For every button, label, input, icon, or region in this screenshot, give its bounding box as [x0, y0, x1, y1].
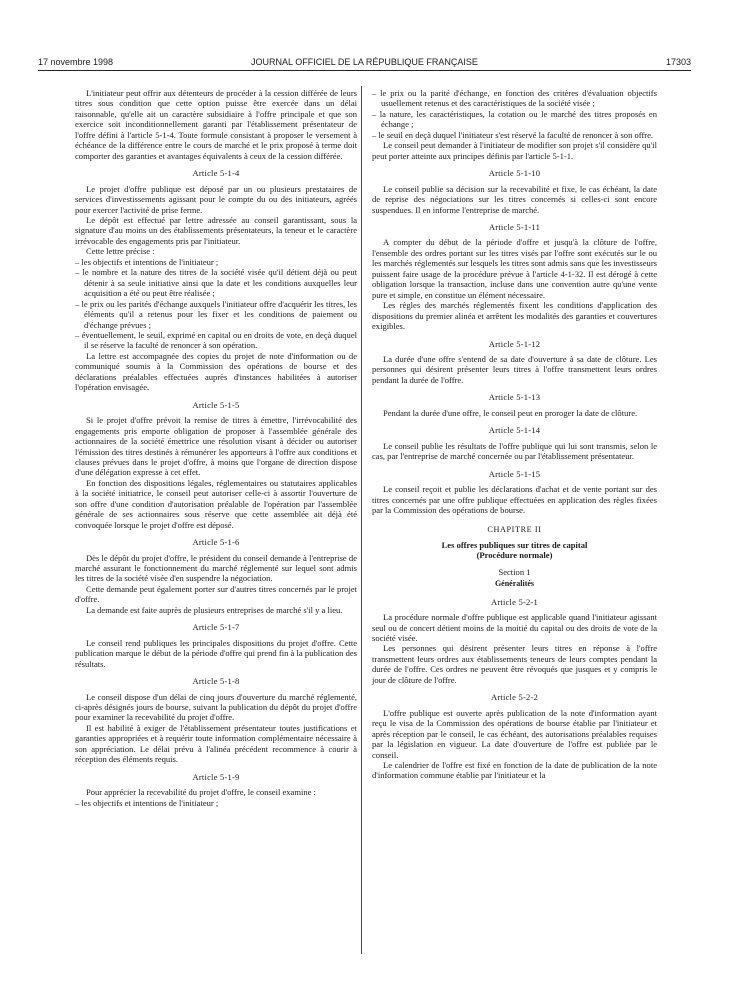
chapter-title-line: Les offres publiques sur titres de capital	[441, 539, 588, 550]
paragraph: Si le projet d'offre prévoit la remise de titres à émettre, l'irrévocabilité des engagements pris emporte obligation de proposer à l'assemblée générale des actionnaires de la société émettrice une résolution visant à décider ou autoriser l'émission des titres destinés à rémunérer les apporteurs à l'offre aux conditions et clauses prévues dans le projet d'offre, à moins que l'organe de direction dispose d'une délégation expresse à cet effet.	[75, 415, 357, 478]
paragraph: La demande est faite auprès de plusieurs entreprises de marché s'il y a lieu.	[86, 604, 343, 615]
paragraph: Le conseil publie les résultats de l'offre publique qui lui sont transmis, selon le cas, par l'entreprise de marché concernée ou par l'établissement présentateur.	[372, 440, 657, 462]
paragraph: Cette lettre précise :	[86, 246, 155, 257]
paragraph: Le conseil rend publiques les principales dispositions du projet d'offre. Cette publication marque le début de la période d'offre qui prend fin à la publication des résultats.	[75, 637, 357, 669]
paragraph: La lettre est accompagnée des copies du projet de note d'information ou de communiqué soumis à la Commission des opérations de bourse et des déclarations préalables effectuées auprès d'instances habilitées à autoriser l'opération envisagée.	[75, 350, 357, 393]
paragraph: Cette demande peut également porter sur d'autres titres concernés par le projet d'offre.	[75, 583, 357, 605]
chapter-title	[372, 540, 657, 561]
chapter-title-line: (Procédure normale)	[476, 550, 553, 561]
article-heading: Article 5-1-9	[192, 771, 240, 782]
article-heading: Article 5-2-2	[491, 692, 538, 703]
article-heading: Article 5-1-5	[192, 399, 240, 410]
paragraph: Dès le dépôt du projet d'offre, le président du conseil demande à l'entreprise de marché assurant le fonctionnement du marché réglementé sur lequel sont admis les titres de la société visée d'en suspendre la négociation.	[75, 552, 357, 584]
list-item: – le nombre et la nature des titres de la société visée qu'il détient déjà ou peut détenir à sa seule initiative ainsi que la date et les conditions auxquelles leur acquisition a été ou peut être réalisée ;	[75, 267, 357, 298]
paragraph: La procédure normale d'offre publique est applicable quand l'initiateur agissant seul ou de concert détient moins de la moitié du capital ou des droits de vote de la société visée.	[372, 612, 657, 644]
list-item: – le prix ou les parités d'échange auxquels l'initiateur offre d'acquérir les titres, les éléments qu'il a retenus pour les fixer et les conditions de paiement ou d'échange prévues ;	[75, 299, 357, 330]
paragraph: Le conseil publie sa décision sur la recevabilité et fixe, le cas échéant, la date de reprise des négociations sur les titres concernés si celles-ci sont encore suspendues. Il en informe l'entreprise de marché.	[372, 183, 657, 215]
paragraph: Les règles des marchés réglementés fixent les conditions d'application des dispositions du premier alinéa et arrêtent les modalités des garanties et couvertures exigibles.	[372, 300, 657, 332]
section-label: Section 1	[498, 566, 531, 577]
section-title: Généralités	[494, 579, 535, 589]
issue-date: 17 novembre 1998	[38, 57, 114, 67]
paragraph: L'initiateur peut offrir aux détenteurs de procéder à la cession différée de leurs titres sous condition que cette option puisse être exercée dans un délai raisonnable, qu'elle ait un caractère subsidiaire à l'offre principale et que son exercice soit inconditionnellement garanti par l'établissement présentateur de l'offre défini à l'article 5-1-4. Toute formule consistant à proposer le versement à échéance de la différence entre le cours de marché et le prix proposé à terme doit comporter des garanties et avantages équivalents à ceux de la cession différée.	[75, 88, 357, 161]
article-heading: Article 5-1-7	[192, 622, 240, 633]
article-heading: Article 5-1-10	[488, 168, 541, 179]
paragraph: Pendant la durée d'une offre, le conseil peut en proroger la date de clôture.	[383, 407, 638, 418]
left-column	[75, 88, 357, 808]
paragraph: Le conseil reçoit et publie les déclarations d'achat et de vente portant sur des titres concernés par une offre publique effectuées en application des règles fixées par la Commission des opérations de bourse.	[372, 484, 657, 515]
list-item: – la nature, les caractéristiques, la cotation ou le marché des titres proposés en échange ;	[372, 109, 657, 130]
chapter-label: CHAPITRE II	[487, 525, 542, 535]
paragraph: A compter du début de la période d'offre et jusqu'à la clôture de l'offre, l'ensemble des ordres portant sur les titres visés par l'offre sont exécutés sur le ou les marchés réglementés sur lesquels les titres sont admis sans que les investisseurs puissent faire usage de la procédure prévue à l'article 4-1-32. Il est dérogé à cette obligation lorsque la transaction, incluse dans une convention autre qu'une vente pure et simple, en constitue un élément nécessaire.	[372, 237, 657, 300]
article-heading: Article 5-1-11	[488, 221, 541, 232]
right-column	[372, 88, 657, 781]
page-header	[38, 56, 691, 71]
list-item: – les objectifs et intentions de l'initiateur ;	[75, 257, 357, 267]
paragraph: En fonction des dispositions légales, réglementaires ou statutaires applicables à la société initiatrice, le conseil peut autoriser celle-ci à assortir l'ouverture de son offre d'une condition d'autorisation préalable de l'opération par l'assemblée générale de ses actionnaires sous réserve que cette assemblée ait déjà été convoquée lorsque le projet d'offre est déposé.	[75, 477, 357, 530]
paragraph: Les personnes qui désirent présenter leurs titres en réponse à l'offre transmettent leurs ordres aux établissements teneurs de leurs comptes pendant la durée de l'offre. Ces ordres ne peuvent être révoqués que jusques et y compris le jour de clôture de l'offre.	[372, 643, 657, 685]
paragraph: Le conseil dispose d'un délai de cinq jours d'ouverture du marché réglementé, ci-après désignés jours de bourse, suivant la publication du dépôt du projet d'offre pour examiner la recevabilité du projet d'offre.	[75, 691, 357, 723]
list-item: – le seuil en deçà duquel l'initiateur s'est réservé la faculté de renoncer à son offre.	[372, 130, 657, 140]
list-item: – éventuellement, le seuil, exprimé en capital ou en droits de vote, en deçà duquel il se réserve la faculté de renoncer à son opération.	[75, 330, 357, 351]
paragraph: La durée d'une offre s'entend de sa date d'ouverture à sa date de clôture. Les personnes qui désirent présenter leurs titres à l'offre transmettent leurs ordres pendant la durée de l'offre.	[372, 353, 657, 385]
paragraph: L'offre publique est ouverte après publication de la note d'information ayant reçu le visa de la Commission des opérations de bourse établie par l'initiateur et après réception par le conseil, le cas échéant, des autorisations préalables requises par la législation en vigueur. La date d'ouverture de l'offre est publiée par le conseil.	[372, 707, 657, 760]
paragraph: Le dépôt est effectué par lettre adressée au conseil garantissant, sous la signature d'au moins un des établissements présentateurs, la teneur et le caractère irrévocable des engagements pris par l'initiateur.	[75, 214, 357, 246]
article-heading: Article 5-2-1	[491, 596, 538, 607]
list-item: – les objectifs et intentions de l'initiateur ;	[75, 798, 357, 808]
dash-list	[75, 798, 357, 808]
dash-list	[75, 257, 357, 351]
article-heading: Article 5-1-15	[488, 468, 541, 479]
article-heading: Article 5-1-6	[192, 537, 240, 548]
article-heading: Article 5-1-13	[488, 392, 541, 403]
paragraph: Pour apprécier la recevabilité du projet d'offre, le conseil examine :	[86, 787, 316, 798]
page-number: 17303	[665, 57, 691, 67]
article-heading: Article 5-1-14	[488, 425, 541, 436]
article-heading: Article 5-1-4	[192, 168, 240, 179]
paragraph: Il est habilité à exiger de l'établissement présentateur toutes justifications et garanties appropriées et à requérir toute information complémentaire nécessaire à son appréciation. Le délai prévu à l'alinéa précédent recommence à courir à réception des éléments requis.	[75, 722, 357, 765]
paragraph: Le calendrier de l'offre est fixé en fonction de la date de publication de la note d'information commune établie par l'initiateur et la	[372, 760, 657, 781]
article-heading: Article 5-1-8	[192, 676, 240, 687]
paragraph: Le conseil peut demander à l'initiateur de modifier son projet s'il considère qu'il peut porter atteinte aux principes définis par l'article 5-1-1.	[372, 140, 657, 161]
dash-list	[372, 88, 657, 140]
paragraph: Le projet d'offre publique est déposé par un ou plusieurs prestataires de services d'investissements agissant pour le compte du ou des initiateurs, agréés pour exercer l'activité de prise ferme.	[75, 183, 357, 215]
column-divider	[361, 86, 362, 954]
article-heading: Article 5-1-12	[488, 338, 541, 349]
journal-title: JOURNAL OFFICIEL DE LA RÉPUBLIQUE FRANÇAISE	[251, 57, 478, 67]
list-item: – le prix ou la parité d'échange, en fonction des critères d'évaluation objectifs usuellement retenus et des caractéristiques de la société visée ;	[372, 88, 657, 109]
